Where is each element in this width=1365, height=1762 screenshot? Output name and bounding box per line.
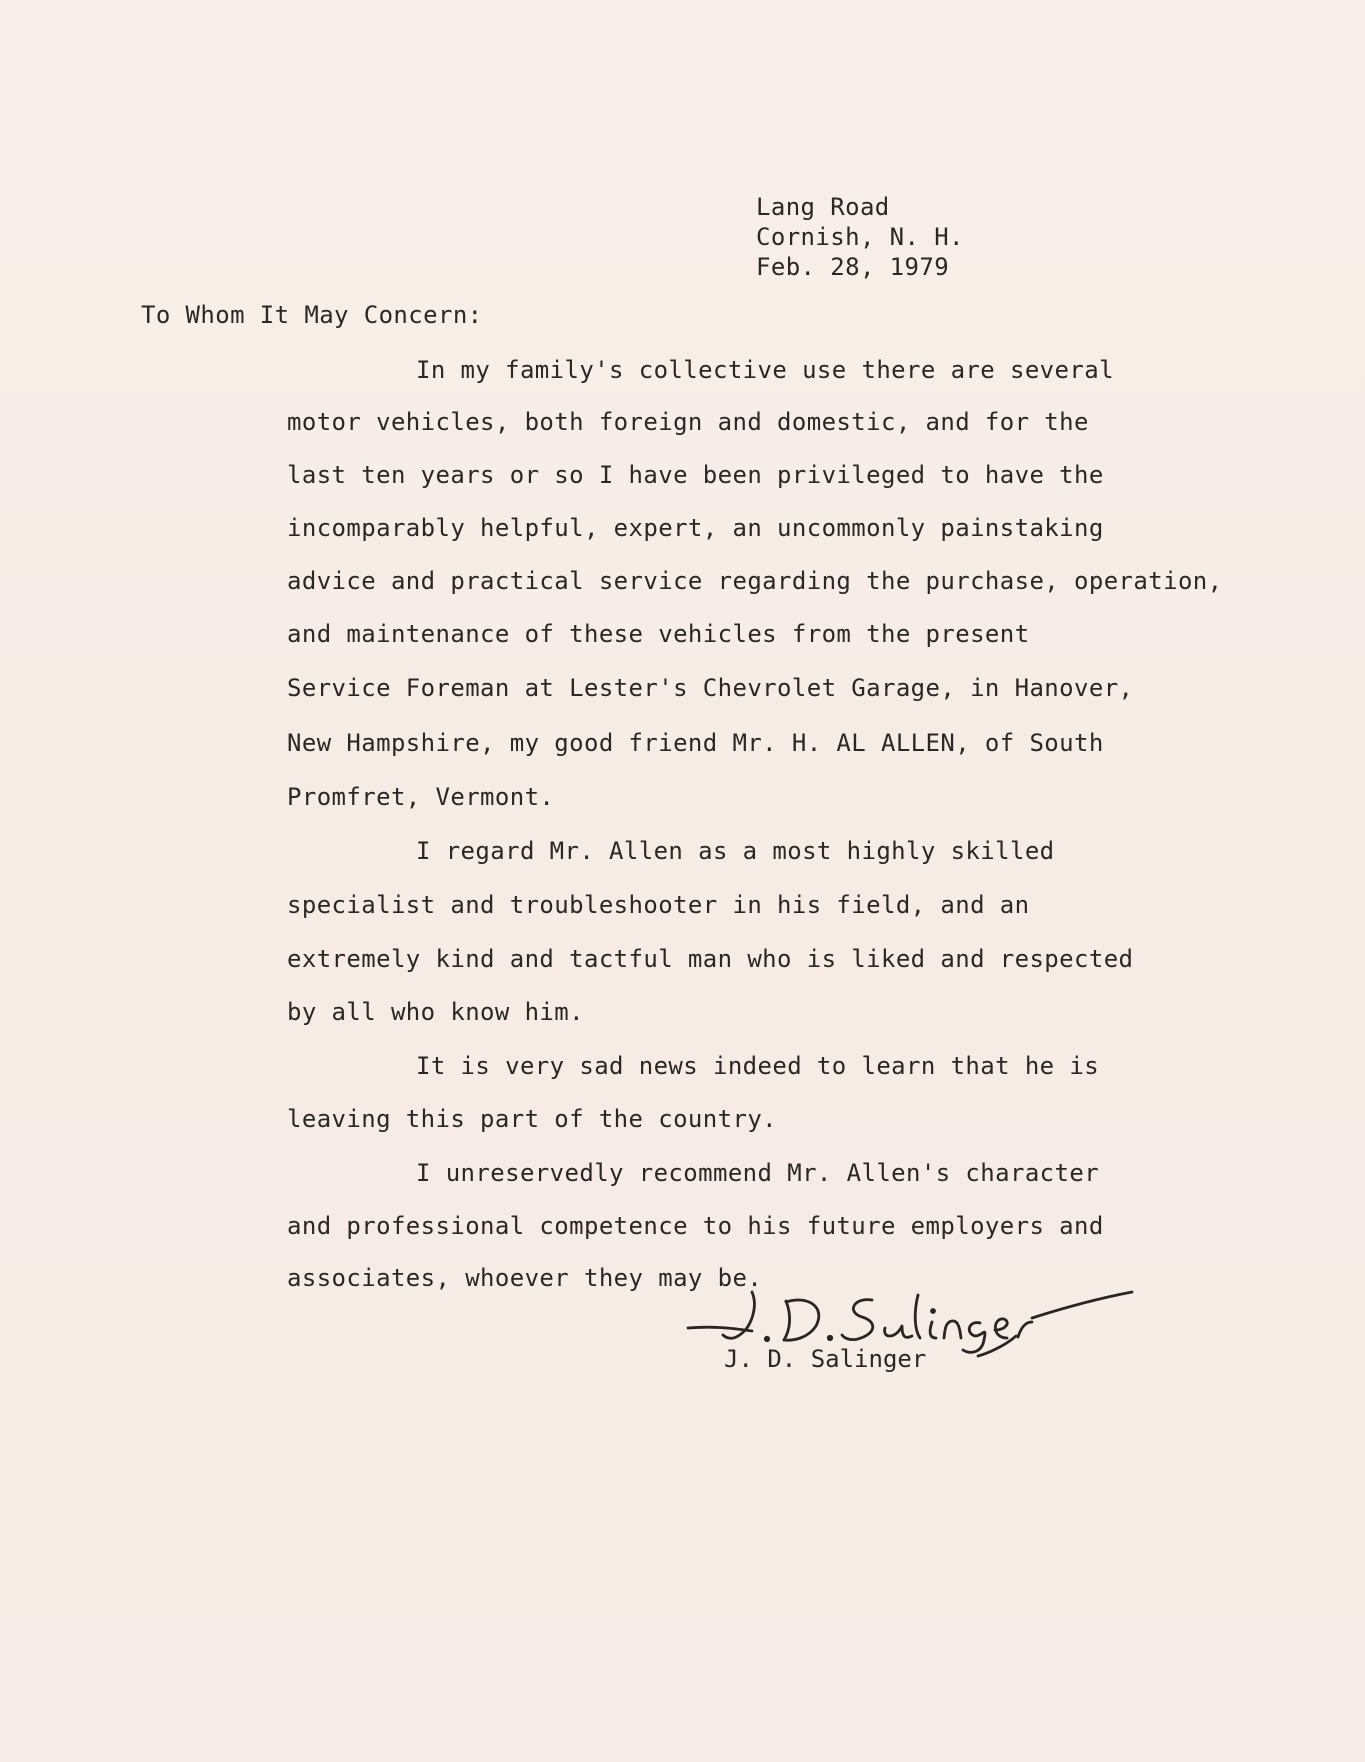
text-line: associates, whoever they may be.	[287, 1264, 763, 1292]
text-line: New Hampshire, my good friend Mr. H. AL ALLEN, of South	[287, 729, 1104, 757]
text-line: I unreservedly recommend Mr. Allen's character	[416, 1159, 1100, 1187]
signature-text: J. D. Salinger	[682, 1356, 691, 1357]
text-line: advice and practical service regarding the purchase, operation,	[287, 567, 1223, 595]
typed-signatory-name: J. D. Salinger	[724, 1345, 927, 1373]
text-line: I regard Mr. Allen as a most highly skilled	[416, 837, 1055, 865]
text-line: extremely kind and tactful man who is liked and respected	[287, 945, 1134, 973]
text-line: and maintenance of these vehicles from the present	[287, 620, 1030, 648]
address-line: Lang Road	[756, 193, 890, 221]
text-line: incomparably helpful, expert, an uncommonly painstaking	[287, 514, 1104, 542]
text-line: leaving this part of the country.	[287, 1105, 778, 1133]
text-line: by all who know him.	[287, 998, 584, 1026]
text-line: Service Foreman at Lester's Chevrolet Garage, in Hanover,	[287, 674, 1134, 702]
salutation: To Whom It May Concern:	[141, 301, 483, 329]
letter-date: Feb. 28, 1979	[756, 253, 950, 281]
text-line: specialist and troubleshooter in his field, and an	[287, 891, 1030, 919]
text-line: In my family's collective use there are several	[416, 356, 1114, 384]
address-line: Cornish, N. H.	[756, 223, 964, 251]
text-line: It is very sad news indeed to learn that he is	[416, 1052, 1100, 1080]
text-line: Promfret, Vermont.	[287, 783, 555, 811]
text-line: motor vehicles, both foreign and domestic, and for the	[287, 408, 1089, 436]
text-line: last ten years or so I have been privileged to have the	[287, 461, 1104, 489]
text-line: and professional competence to his future employers and	[287, 1212, 1104, 1240]
